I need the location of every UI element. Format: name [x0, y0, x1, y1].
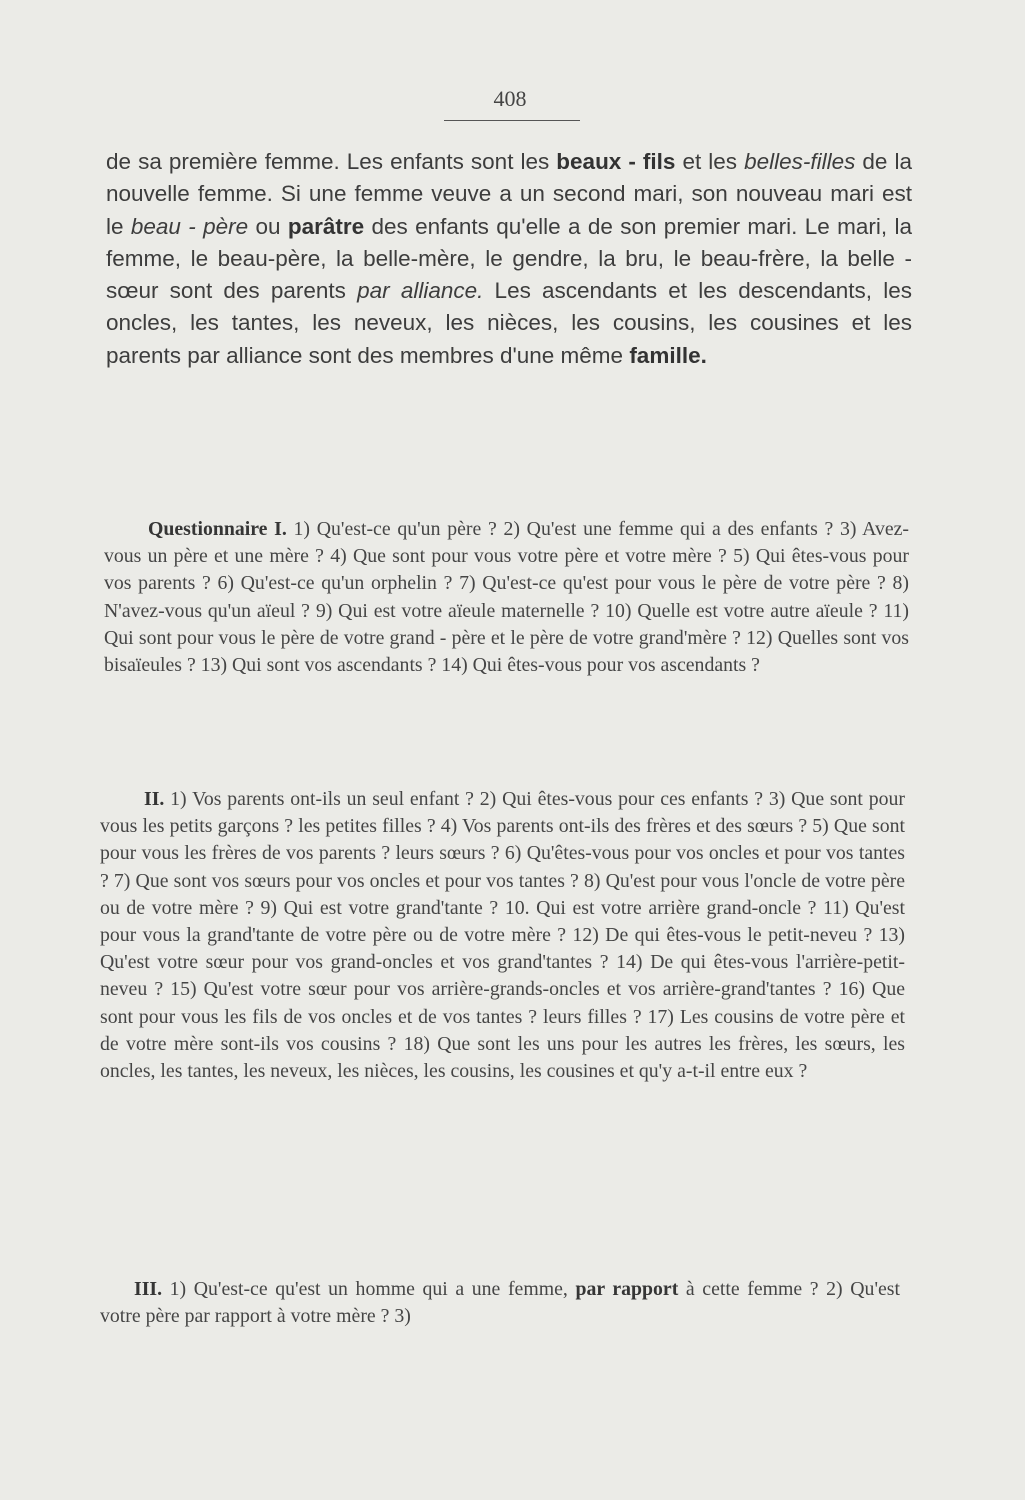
questionnaire-3	[100, 1276, 900, 1330]
body-text: de sa première femme. Les enfants sont les	[106, 149, 557, 174]
questionnaire-1	[104, 516, 909, 679]
term-beau-pere: beau - père	[130, 213, 249, 239]
term-paratre: parâtre	[287, 213, 365, 239]
questionnaire-1-heading: Questionnaire I.	[148, 518, 287, 540]
questionnaire-2-heading: II.	[144, 788, 165, 810]
body-text: des enfants qu'elle a de son premier mari. Le mari, la femme, le beau-père, la belle-mère, le gendre, la bru, le beau-frère, la belle -sœur sont des parents	[106, 213, 912, 304]
questionnaire-3-text-end: à cette femme ? 2) Qu'est votre père par rapport à votre mère ? 3)	[100, 1278, 900, 1328]
questionnaire-3-heading: III.	[134, 1278, 163, 1300]
questionnaire-3-text: 1) Qu'est-ce qu'est un homme qui a une femme,	[162, 1278, 576, 1300]
term-par-alliance: par alliance.	[357, 278, 484, 304]
questionnaire-1-text: 1) Qu'est-ce qu'un père ? 2) Qu'est une femme qui a des enfants ? 3) Avez-vous un père et une mère ? 4) Que sont pour vous votre père et votre mère ? 5) Qui êtes-vous pour vos parents ? 6) Qu'est-ce qu'un orphelin ? 7) Qu'est-ce qu'est pour vous le père de votre père ? 8) N'avez-vous qu'un aïeul ? 9) Qui est votre aïeule maternelle ? 10) Quelle est votre autre aïeule ? 11) Qui sont pour vous le père de votre grand - père et le père de votre grand'mère ? 12) Quelles sont vos bisaïeules ? 13) Qui sont vos ascendants ? 14) Qui êtes-vous pour vos ascendants ?	[104, 518, 909, 677]
body-paragraph	[106, 146, 912, 372]
page-number: 408	[493, 86, 527, 111]
term-famille: famille.	[629, 342, 707, 368]
questionnaire-2	[100, 786, 905, 1085]
questionnaire-3-bold: par rapport	[575, 1278, 679, 1300]
body-text: ou	[248, 213, 288, 239]
page-number-rule	[444, 120, 580, 121]
questionnaire-2-text: 1) Vos parents ont-ils un seul enfant ? 2) Qui êtes-vous pour ces enfants ? 3) Que sont pour vous les petits garçons ? les petites filles ? 4) Vos parents ont-ils des frères et des sœurs ? 5) Que sont pour vous les frères de vos parents ? leurs sœurs ? 6) Qu'êtes-vous pour vos oncles et pour vos tantes ? 7) Que sont vos sœurs pour vos oncles et pour vos tantes ? 8) Qu'est pour vous l'oncle de votre père ou de votre mère ? 9) Qui est votre grand'tante ? 10. Qui est votre arrière grand-oncle ? 11) Qu'est pour vous la grand'tante de votre père ou de votre mère ? 12) De qui êtes-vous le petit-neveu ? 13) Qu'est votre sœur pour vos grand-oncles et vos grand'tantes ? 14) De qui êtes-vous l'arrière-petit-neveu ? 15) Qu'est votre sœur pour vos arrière-grands-oncles et vos arrière-grand'tantes ? 16) Que sont pour vous les fils de vos oncles et de vos tantes ? leurs filles ? 17) Les cousins de votre père et de votre mère sont-ils vos cousins ? 18) Que sont les uns pour les autres les frères, les sœurs, les oncles, les tantes, les neveux, les nièces, les cousins, les cousines et qu'y a-t-il entre eux ?	[100, 788, 905, 1083]
body-text: de la nouvelle femme. Si une femme veuve a un second mari, son nouveau mari est le	[106, 149, 912, 239]
body-text: Les ascendants et les descendants, les oncles, les tantes, les neveux, les nièces, les cousins, les cousines et les parents par alliance sont des membres d'une même	[106, 278, 912, 368]
body-text: et les	[675, 149, 745, 174]
term-beaux-fils: beaux - fils	[556, 149, 676, 174]
term-belles-filles: belles-filles	[744, 149, 856, 174]
